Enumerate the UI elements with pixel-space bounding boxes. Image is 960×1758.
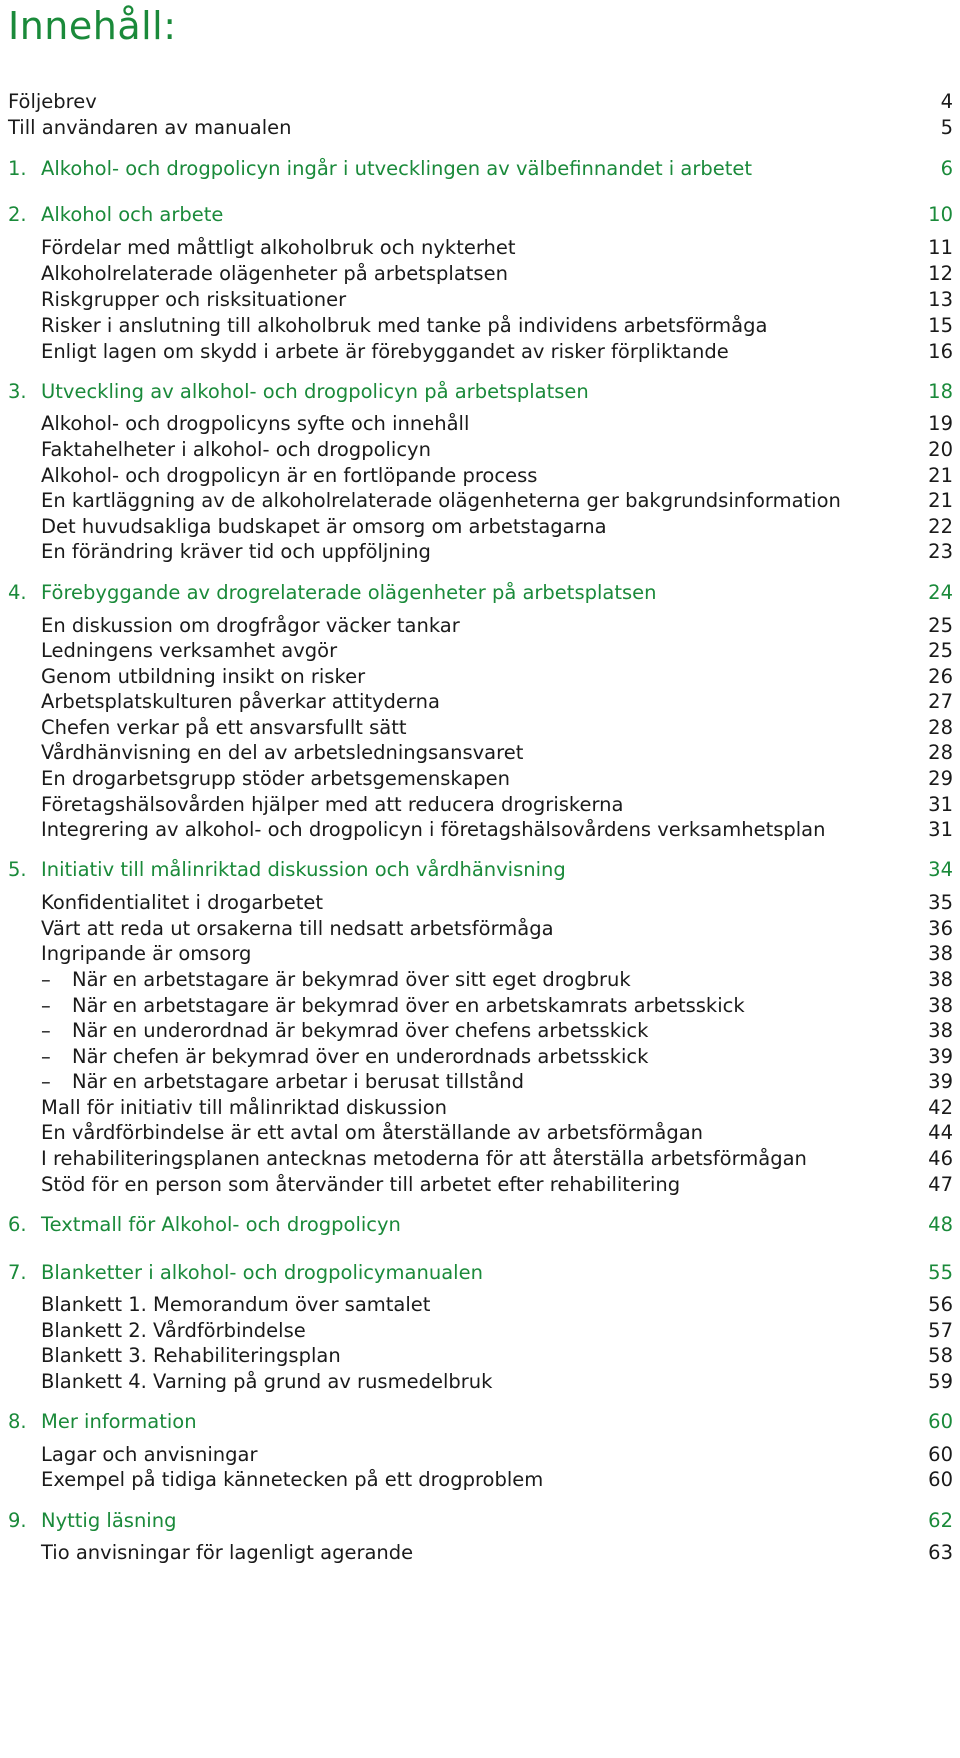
- toc-entry: [8, 514, 953, 540]
- toc-page-number: 6: [940, 157, 953, 180]
- toc-entry-label: Fördelar med måttligt alkoholbruk och nykterhet: [41, 236, 516, 259]
- toc-entry-label: Förebyggande av drogrelaterade olägenheter på arbetsplatsen: [41, 581, 657, 604]
- toc-chapter-entry: [8, 1409, 953, 1435]
- toc-page-number: 27: [928, 690, 953, 713]
- toc-entry-label: Alkoholrelaterade olägenheter på arbetsplatsen: [41, 262, 508, 285]
- toc-page-number: 42: [928, 1096, 953, 1119]
- toc-entry-label: Tio anvisningar för lagenligt agerande: [41, 1541, 414, 1564]
- toc-entry-label: Alkohol och arbete: [41, 203, 224, 226]
- toc-entry-label: Nyttig läsning: [41, 1509, 177, 1532]
- toc-chapter-number: 7.: [8, 1261, 27, 1284]
- toc-entry: [8, 817, 953, 843]
- toc-page-number: 38: [928, 942, 953, 965]
- toc-entry: [8, 1343, 953, 1369]
- toc-page-number: 44: [928, 1121, 953, 1144]
- toc-chapter-number: 1.: [8, 157, 27, 180]
- toc-page-number: 25: [928, 614, 953, 637]
- toc-page-number: 60: [928, 1410, 953, 1433]
- toc-page-number: 22: [928, 515, 953, 538]
- toc-page-number: 26: [928, 665, 953, 688]
- toc-entry: [8, 437, 953, 463]
- toc-entry-dash: –: [41, 1019, 51, 1042]
- toc-entry: [8, 1044, 953, 1070]
- toc-entry-label: Initiativ till målinriktad diskussion och vårdhänvisning: [41, 858, 566, 881]
- toc-entry-label: Till användaren av manualen: [8, 116, 292, 139]
- toc-entry: [8, 1018, 953, 1044]
- toc-entry-label: När chefen är bekymrad över en underordnads arbetsskick: [72, 1045, 649, 1068]
- toc-entry: [8, 1318, 953, 1344]
- toc-entry: [8, 613, 953, 639]
- toc-entry: [8, 1369, 953, 1395]
- toc-chapter-number: 2.: [8, 203, 27, 226]
- toc-page-number: 16: [928, 340, 953, 363]
- toc-entry-dash: –: [41, 1070, 51, 1093]
- toc-chapter-number: 9.: [8, 1509, 27, 1532]
- toc-entry: [8, 1292, 953, 1318]
- toc-entry: [8, 941, 953, 967]
- toc-page-number: 38: [928, 1019, 953, 1042]
- page-title: Innehåll:: [8, 4, 177, 48]
- toc-page-number: 48: [928, 1213, 953, 1236]
- toc-entry-label: När en arbetstagare är bekymrad över sitt eget drogbruk: [72, 968, 631, 991]
- toc-page-number: 56: [928, 1293, 953, 1316]
- toc-entry: [8, 488, 953, 514]
- toc-entry-label: Faktahelheter i alkohol- och drogpolicyn: [41, 438, 431, 461]
- toc-entry-label: Blanketter i alkohol- och drogpolicymanualen: [41, 1261, 483, 1284]
- toc-entry-label: Konfidentialitet i drogarbetet: [41, 891, 323, 914]
- toc-entry-label: Följebrev: [8, 90, 97, 113]
- toc-entry: [8, 792, 953, 818]
- toc-page-number: 5: [940, 116, 953, 139]
- toc-page-number: 15: [928, 314, 953, 337]
- toc-entry-label: Exempel på tidiga kännetecken på ett drogproblem: [41, 1468, 544, 1491]
- toc-page-number: 10: [928, 203, 953, 226]
- toc-chapter-entry: [8, 156, 953, 182]
- toc-page-number: 47: [928, 1173, 953, 1196]
- toc-page-number: 31: [928, 793, 953, 816]
- toc-entry-label: I rehabiliteringsplanen antecknas metoderna för att återställa arbetsförmågan: [41, 1147, 807, 1170]
- toc-entry-label: En kartläggning av de alkoholrelaterade olägenheterna ger bakgrundsinformation: [41, 489, 841, 512]
- toc-entry: [8, 1467, 953, 1493]
- toc-entry-dash: –: [41, 968, 51, 991]
- toc-entry: [8, 1069, 953, 1095]
- toc-chapter-entry: [8, 379, 953, 405]
- toc-page-number: 13: [928, 288, 953, 311]
- toc-page-number: 60: [928, 1468, 953, 1491]
- toc-entry: [8, 689, 953, 715]
- toc-entry-label: Textmall för Alkohol- och drogpolicyn: [41, 1213, 401, 1236]
- toc-entry-label: Genom utbildning insikt on risker: [41, 665, 366, 688]
- toc-page-number: 19: [928, 412, 953, 435]
- toc-entry-label: Mer information: [41, 1410, 197, 1433]
- toc-entry-label: Ledningens verksamhet avgör: [41, 639, 338, 662]
- toc-chapter-number: 5.: [8, 858, 27, 881]
- toc-entry: [8, 115, 953, 141]
- toc-chapter-entry: [8, 857, 953, 883]
- toc-entry-label: En vårdförbindelse är ett avtal om återställande av arbetsförmågan: [41, 1121, 704, 1144]
- toc-entry: [8, 235, 953, 261]
- toc-entry: [8, 411, 953, 437]
- toc-entry: [8, 1146, 953, 1172]
- toc-page-number: 23: [928, 540, 953, 563]
- toc-page-number: 29: [928, 767, 953, 790]
- toc-entry-label: Alkohol- och drogpolicyn är en fortlöpande process: [41, 464, 538, 487]
- toc-entry-label: Lagar och anvisningar: [41, 1443, 258, 1466]
- toc-entry: [8, 993, 953, 1019]
- toc-page-number: 24: [928, 581, 953, 604]
- toc-entry: [8, 339, 953, 365]
- toc-page-number: 39: [928, 1045, 953, 1068]
- toc-entry-label: Riskgrupper och risksituationer: [41, 288, 347, 311]
- toc-page-number: 4: [940, 90, 953, 113]
- toc-entry-label: Alkohol- och drogpolicyns syfte och innehåll: [41, 412, 470, 435]
- toc-entry: [8, 313, 953, 339]
- toc-page-number: 34: [928, 858, 953, 881]
- toc-page-number: 31: [928, 818, 953, 841]
- toc-entry: [8, 664, 953, 690]
- toc-entry-dash: –: [41, 994, 51, 1017]
- toc-entry-label: En förändring kräver tid och uppföljning: [41, 540, 431, 563]
- toc-entry: [8, 1120, 953, 1146]
- toc-chapter-number: 8.: [8, 1410, 27, 1433]
- toc-page-number: 60: [928, 1443, 953, 1466]
- toc-entry-label: Ingripande är omsorg: [41, 942, 252, 965]
- toc-entry: [8, 740, 953, 766]
- toc-chapter-number: 3.: [8, 380, 27, 403]
- toc-page-number: 25: [928, 639, 953, 662]
- toc-entry: [8, 916, 953, 942]
- toc-page-number: 46: [928, 1147, 953, 1170]
- toc-entry-label: Chefen verkar på ett ansvarsfullt sätt: [41, 716, 407, 739]
- toc-chapter-entry: [8, 202, 953, 228]
- toc-entry: [8, 287, 953, 313]
- toc-page-number: 63: [928, 1541, 953, 1564]
- toc-entry-label: En diskussion om drogfrågor väcker tankar: [41, 614, 460, 637]
- toc-entry-label: Blankett 1. Memorandum över samtalet: [41, 1293, 431, 1316]
- toc-entry-label: Alkohol- och drogpolicyn ingår i utvecklingen av välbefinnandet i arbetet: [41, 157, 753, 180]
- toc-entry-label: Blankett 3. Rehabiliteringsplan: [41, 1344, 341, 1367]
- toc-page-number: 12: [928, 262, 953, 285]
- toc-entry-label: Värt att reda ut orsakerna till nedsatt arbetsförmåga: [41, 917, 554, 940]
- toc-chapter-entry: [8, 1260, 953, 1286]
- toc-entry-label: Stöd för en person som återvänder till arbetet efter rehabilitering: [41, 1173, 681, 1196]
- toc-entry: [8, 463, 953, 489]
- toc-page-number: 18: [928, 380, 953, 403]
- toc-entry-label: När en underordnad är bekymrad över chefens arbetsskick: [72, 1019, 649, 1042]
- toc-page-number: 38: [928, 968, 953, 991]
- toc-chapter-entry: [8, 580, 953, 606]
- toc-entry: [8, 261, 953, 287]
- toc-entry: [8, 539, 953, 565]
- toc-page-number: 20: [928, 438, 953, 461]
- toc-page-number: 28: [928, 716, 953, 739]
- toc-entry-label: Arbetsplatskulturen påverkar attityderna: [41, 690, 440, 713]
- toc-entry: [8, 1172, 953, 1198]
- toc-page-number: 58: [928, 1344, 953, 1367]
- toc-page-number: 59: [928, 1370, 953, 1393]
- toc-entry: [8, 715, 953, 741]
- toc-page-number: 55: [928, 1261, 953, 1284]
- toc-entry: [8, 967, 953, 993]
- toc-page-number: 39: [928, 1070, 953, 1093]
- toc-page-number: 11: [928, 236, 953, 259]
- toc-page-number: 38: [928, 994, 953, 1017]
- toc-page-number: 21: [928, 464, 953, 487]
- toc-entry-label: Företagshälsovården hjälper med att reducera drogriskerna: [41, 793, 624, 816]
- toc-entry-label: En drogarbetsgrupp stöder arbetsgemenskapen: [41, 767, 510, 790]
- toc-entry: [8, 1540, 953, 1566]
- toc-chapter-number: 6.: [8, 1213, 27, 1236]
- toc-page-number: 57: [928, 1319, 953, 1342]
- toc-entry-label: Utveckling av alkohol- och drogpolicyn på arbetsplatsen: [41, 380, 589, 403]
- toc-entry-label: Mall för initiativ till målinriktad diskussion: [41, 1096, 447, 1119]
- toc-entry-label: När en arbetstagare arbetar i berusat tillstånd: [72, 1070, 525, 1093]
- toc-chapter-entry: [8, 1212, 953, 1238]
- toc-page-number: 28: [928, 741, 953, 764]
- toc-entry-label: Blankett 2. Vårdförbindelse: [41, 1319, 306, 1342]
- toc-entry-label: Risker i anslutning till alkoholbruk med tanke på individens arbetsförmåga: [41, 314, 768, 337]
- toc-entry-label: När en arbetstagare är bekymrad över en arbetskamrats arbetsskick: [72, 994, 745, 1017]
- toc-entry-label: Blankett 4. Varning på grund av rusmedelbruk: [41, 1370, 493, 1393]
- toc-chapter-number: 4.: [8, 581, 27, 604]
- toc-page-number: 21: [928, 489, 953, 512]
- toc-entry-label: Vårdhänvisning en del av arbetsledningsansvaret: [41, 741, 524, 764]
- toc-chapter-entry: [8, 1508, 953, 1534]
- toc-page-number: 35: [928, 891, 953, 914]
- toc-entry: [8, 89, 953, 115]
- toc-page-number: 36: [928, 917, 953, 940]
- toc-entry: [8, 1095, 953, 1121]
- toc-entry: [8, 766, 953, 792]
- toc-page-number: 62: [928, 1509, 953, 1532]
- toc-entry-dash: –: [41, 1045, 51, 1068]
- toc-entry-label: Integrering av alkohol- och drogpolicyn i företagshälsovårdens verksamhetsplan: [41, 818, 826, 841]
- toc-entry: [8, 890, 953, 916]
- toc-entry-label: Det huvudsakliga budskapet är omsorg om arbetstagarna: [41, 515, 607, 538]
- toc-entry-label: Enligt lagen om skydd i arbete är förebyggandet av risker förpliktande: [41, 340, 729, 363]
- toc-entry: [8, 638, 953, 664]
- toc-entry: [8, 1442, 953, 1468]
